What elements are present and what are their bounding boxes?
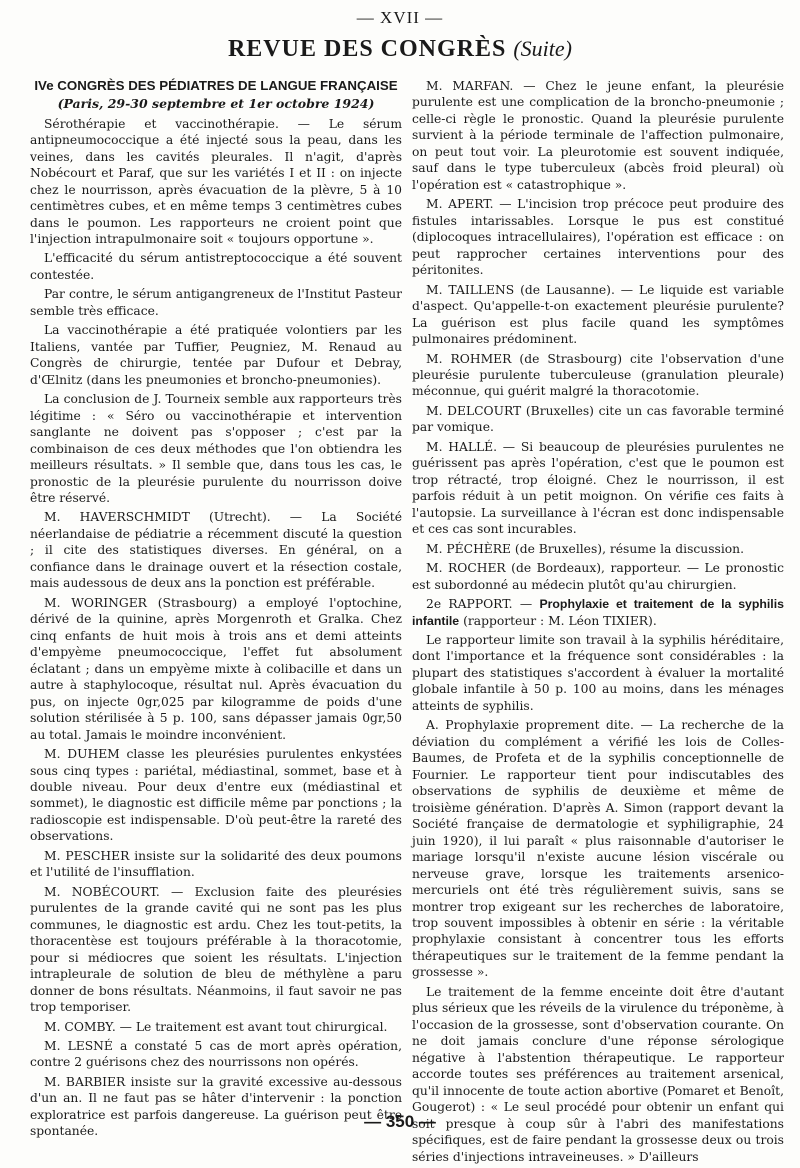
- rapport-tail: (rapporteur : M. Léon TIXIER).: [463, 613, 657, 628]
- paragraph: Le traitement de la femme enceinte doit être d'autant plus sérieux que les réveils de la virulence du tréponème, à l'occasion de la grossesse, sont d'observation courante. On ne doit jamais conclure d'une réponse sérologique négative à l'abstention thérapeutique. Le rapporteur accorde toutes ses préférences au traitement arsenical, qu'il innocente de toute action abortive (Pomaret et Benoît, Gougerot) : « Le seul procédé pour obtenir un enfant qui soit presque à coup sûr à l'abri des manifestations spécifiques, est de faire pendant la grossesse deux ou trois séries d'injections intraveineuses. » D'ailleurs: [412, 984, 784, 1164]
- right-column: [412, 78, 784, 1168]
- title-suite: (Suite): [513, 36, 573, 61]
- paragraph: M. NOBÉCOURT. — Exclusion faite des pleurésies purulentes de la grande cavité qui ne sont pas les plus communes, le diagnostic est ardu. Chez les tout-petits, la thoracentèse est toujours préférable à la thoracotomie, pour si médiocres que soient les résultats. L'injection intrapleurale de solution de bleu de méthylène a paru donner de bons résultats. Néanmoins, il faut savoir ne pas trop temporiser.: [30, 884, 402, 1015]
- paragraph: Par contre, le sérum antigangreneux de l'Institut Pasteur semble très efficace.: [30, 287, 402, 318]
- paragraph: M. TAILLENS (de Lausanne). — Le liquide est variable d'aspect. Qu'appelle-t-on exactement pleurésie purulente? La guérison est plus facile quand les symptômes pulmonaires prédominent.: [412, 282, 784, 347]
- paragraph: M. ROCHER (de Bordeaux), rapporteur. — Le pronostic est subordonné au médecin plutôt qu'au chirurgien.: [412, 561, 784, 592]
- paragraph: L'efficacité du sérum antistreptococcique a été souvent contestée.: [30, 251, 402, 282]
- rapport-label: 2e RAPPORT. —: [426, 597, 533, 612]
- paragraph: La conclusion de J. Tourneix semble aux rapporteurs très légitime : « Séro ou vaccinothérapie et intervention sanglante ne doivent pas s'opposer ; c'est par la combinaison de ces deux méthodes que l'on obtiendra les meilleurs résultats. » Il semble que, dans tous les cas, le pronostic de la pleurésie purulente du nourrisson doive être réservé.: [30, 392, 402, 506]
- left-column: [30, 78, 402, 1143]
- paragraph: La vaccinothérapie a été pratiquée volontiers par les Italiens, vantée par Tuffier, Peugniez, M. Renaud au Congrès de chirurgie, tentée par Dufour et Debray, d'Œlnitz (dans les pneumonies et broncho-pneumonies).: [30, 323, 402, 387]
- paragraph: M. DELCOURT (Bruxelles) cite un cas favorable terminé par vomique.: [412, 403, 784, 435]
- title-main: REVUE DES CONGRÈS: [227, 36, 507, 62]
- paragraph: M. WORINGER (Strasbourg) a employé l'optochine, dérivé de la quinine, après Morgenroth et Gralka. Chez cinq enfants de huit mois à trois ans et demi atteints d'empyème pneumococcique, l'effet fut absolument éclatant ; dans un empyème mixte à colibacille et dans un autre à staphylocoque, résultat nul. Après évacuation du pus, on injecte 0gr,025 par kilogramme de poids d'une solution stérilisée à 5 p. 100, sans dépasser jamais 0gr,50 au total. Jamais le moindre inconvénient.: [30, 595, 402, 742]
- paragraph: M. DUHEM classe les pleurésies purulentes enkystées sous cinq types : pariétal, médiastinal, sommet, base et à double niveau. Pour deux d'entre eux (médiastinal et sommet), le diagnostic est difficile même par ponctions ; la radioscopie est indispensable. D'où peut-être la rareté des observations.: [30, 747, 402, 844]
- paragraph: M. COMBY. — Le traitement est avant tout chirurgical.: [44, 1019, 388, 1034]
- section-heading: [412, 596, 784, 629]
- paragraph: M. PÉCHÈRE (de Bruxelles), résume la discussion.: [426, 541, 744, 556]
- paragraph: M. PESCHER insiste sur la solidarité des deux poumons et l'utilité de l'insufflation.: [30, 848, 402, 880]
- paragraph: M. MARFAN. — Chez le jeune enfant, la pleurésie purulente est une complication de la broncho-pneumonie ; celle-ci règle le pronostic. Quand la pleurésie purulente survient à la période terminale de l'affection pulmonaire, on peut tout voir. La pleurotomie est souvent indiquée, sauf dans le type tuberculeux (abcès froid pleural) où l'opération est « catastrophique ».: [412, 79, 784, 192]
- paragraph: M. ROHMER (de Strasbourg) cite l'observation d'une pleurésie purulente tuberculeuse (granulation pleurale) méconnue, qui guérit malgré la thoracotomie.: [412, 351, 784, 399]
- paragraph: A. Prophylaxie proprement dite. — La recherche de la déviation du complément a vérifié les lois de Colles-Baumes, de Profeta et de la syphilis conceptionnelle de Fournier. Le rapporteur tient pour indiscutables des observations de syphilis de deuxième et même de troisième génération. D'après A. Simon (rapport devant la Société française de dermatologie et syphiligraphie, 24 juin 1920), il lui paraît « plus raisonnable d'autoriser le mariage lorsqu'il n'existe aucune lésion viscérale ou nerveuse grave, lorsque les traitements arsenico-mercuriels ont été très régulièrement suivis, sans se montrer trop exigeant sur les recherches de laboratoire, trop souvent impossibles à obtenir en série : la véritable prophylaxie consistant à concentrer tous les efforts thérapeutiques sur le traitement de la femme pendant la grossesse ».: [412, 718, 784, 980]
- paragraph: M. BARBIER insiste sur la gravité excessive au-dessous d'un an. Il ne faut pas se hâter d'intervenir : la ponction exploratrice est parfois dangereuse. La guérison peut être spontanée.: [30, 1074, 402, 1139]
- paragraph: M. LESNÉ a constaté 5 cas de mort après opération, contre 2 guérisons chez des nourrissons non opérés.: [30, 1039, 402, 1070]
- paragraph: M. APERT. — L'incision trop précoce peut produire des fistules intarissables. Lorsque le pus est constitué (diplocoques intracellulaires), l'opération est efficace : on peut rapprocher certaines interventions pour des péritonites.: [412, 197, 784, 278]
- page-roman-number: — XVII —: [356, 8, 444, 27]
- paragraph: Sérothérapie et vaccinothérapie. — Le sérum antipneumococcique a été injecté sous la peau, dans les veines, dans les cavités pleurales. Il n'agit, d'après Nobécourt et Paraf, que sur les variétés I et II : on injecte chez le nourrisson, après évacuation de la plèvre, 5 à 10 centimètres cubes, et en même temps 3 centimètres cubes dans le poumon. Les rapporteurs ne croient point que l'injection intrapulmonaire soit « toujours opportune ».: [30, 116, 402, 246]
- page-number: — 350 —: [364, 1112, 436, 1131]
- rapport-title: Prophylaxie et traitement de la syphilis infantile: [412, 597, 784, 628]
- conference-dates: (Paris, 29-30 septembre et 1er octobre 1924): [57, 95, 375, 111]
- paragraph: M. HAVERSCHMIDT (Utrecht). — La Société néerlandaise de pédiatrie a récemment discuté la question ; il cite des statistiques diverses. En général, on a confiance dans le drainage ouvert et la résection costale, mais audessous de deux ans la ponction est préférable.: [30, 510, 402, 591]
- conference-title: IVe CONGRÈS DES PÉDIATRES DE LANGUE FRANÇAISE: [34, 78, 398, 93]
- paragraph: Le rapporteur limite son travail à la syphilis héréditaire, dont l'importance et la fréquence sont considérables : la plupart des statistiques s'accordent à évaluer la mortalité globale infantile à 50 p. 100 au moins, dans les ménages atteints de syphilis.: [412, 633, 784, 713]
- paragraph: M. HALLÉ. — Si beaucoup de pleurésies purulentes ne guérissent pas après l'opération, c'est que le poumon est trop rétracté, trop éloigné. Chez le nourrisson, il est parfois réduit à un petit moignon. On vérifie ces faits à l'autopsie. La surveillance à l'écran est donc indispensable et ces cas sont incurables.: [412, 439, 784, 537]
- page-title: [0, 36, 800, 63]
